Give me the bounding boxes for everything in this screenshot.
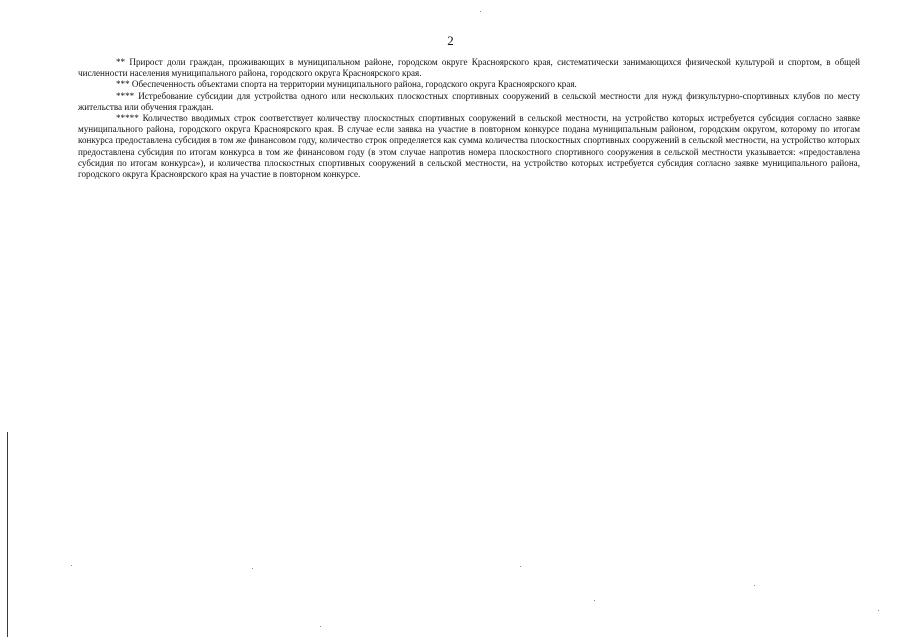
scan-speck: [320, 626, 321, 627]
scan-edge-line: [7, 432, 8, 637]
scan-speck: [754, 585, 755, 586]
scan-speck: [252, 568, 253, 569]
footnotes-block: [78, 57, 860, 180]
footnote-growth-share: ** Прирост доли граждан, проживающих в муниципальном районе, городском округе Красноярского края, систематически занимающихся физической культурой и спортом, в общей численности населения муниципального района, городского округа Красноярского края.: [78, 57, 860, 79]
scan-speck: [480, 11, 481, 12]
footnote-subsidy-request: **** Истребование субсидии для устройства одного или нескольких плоскостных спортивных сооружений в сельской местности для нужд физкультурно-спортивных клубов по месту жительства или обучения граждан.: [78, 90, 860, 112]
scan-speck: [878, 610, 879, 611]
footnote-sports-facilities: *** Обеспеченность объектами спорта на территории муниципального района, городского округа Красноярского края.: [116, 79, 577, 90]
page-number: 2: [447, 33, 454, 48]
footnote-row-count: ***** Количество вводимых строк соответствует количеству плоскостных спортивных сооружений в сельской местности, на устройство которых истребуется субсидия согласно заявке муниципального района, городского округа Красноярского края. В случае если заявка на участие в повторном конкурсе подана муниципальным районом, городским округом, которому по итогам конкурса предоставлена субсидия в том же финансовом году, количество строк определяется как сумма количества плоскостных спортивных сооружений в сельской местности, на устройство которых предоставлена субсидия по итогам конкурса в том же финансовом году (в этом случае напротив номера плоскостного спортивного сооружения в сельской местности указывается: «предоставлена субсидия по итогам конкурса»), и количества плоскостных спортивных сооружений в сельской местности, на устройство которых истребуется субсидия согласно заявке муниципального района, городского округа Красноярского края на участие в повторном конкурсе.: [78, 113, 860, 180]
scan-speck: [520, 566, 521, 567]
scan-speck: [594, 600, 595, 601]
scan-speck: [71, 565, 72, 566]
